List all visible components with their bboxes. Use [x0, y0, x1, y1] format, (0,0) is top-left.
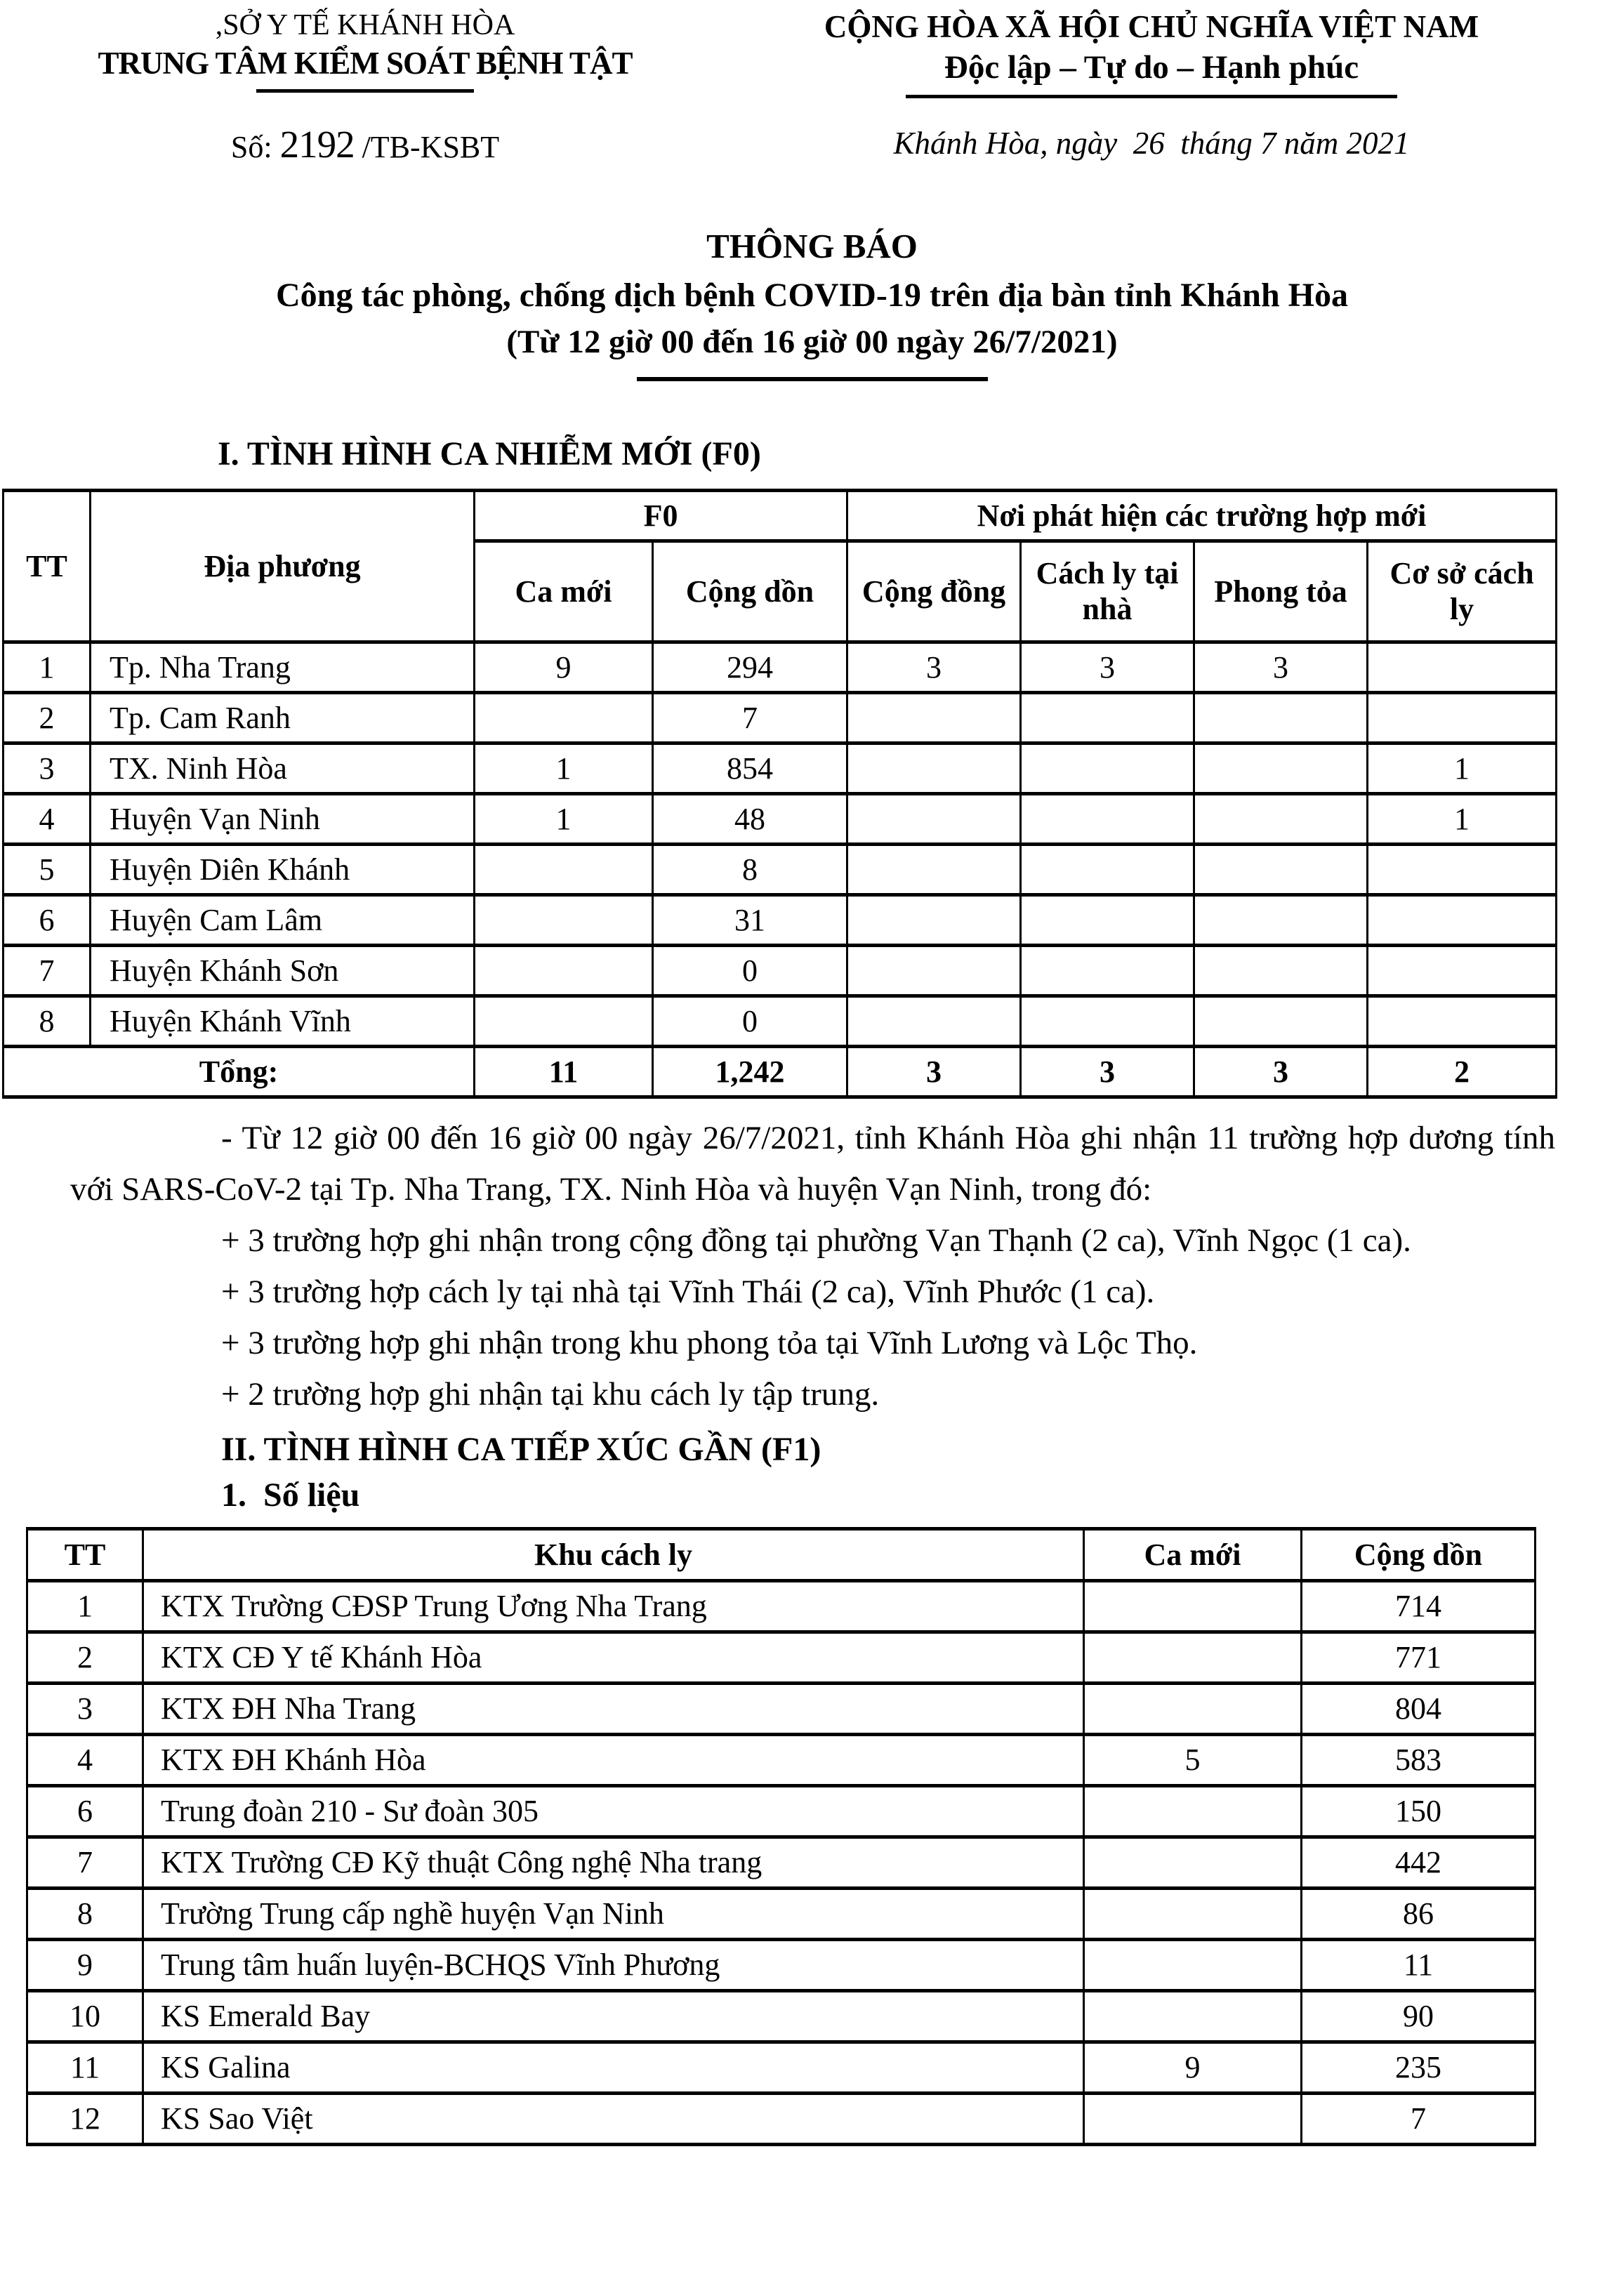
table-row — [27, 1734, 1536, 1785]
table-header-row — [4, 490, 1557, 541]
f0-table-body — [4, 642, 1557, 1046]
table-cell — [475, 894, 653, 945]
national-motto-block — [730, 7, 1573, 166]
table-cell: 235 — [1302, 2042, 1536, 2093]
table-cell — [1084, 2093, 1302, 2144]
table-row — [4, 844, 1557, 894]
document-time-range: (Từ 12 giờ 00 đến 16 giờ 00 ngày 26/7/2021) — [506, 324, 1118, 361]
table-cell — [1368, 894, 1557, 945]
table-cell — [847, 743, 1021, 793]
motto-underline — [906, 95, 1397, 98]
table-row — [27, 2042, 1536, 2093]
table-cell: Tp. Cam Ranh — [91, 692, 475, 743]
table-cell — [1368, 996, 1557, 1046]
table-cell — [475, 996, 653, 1046]
table-cell: 8 — [4, 996, 91, 1046]
table-cell: 6 — [27, 1785, 143, 1837]
table-cell: 7 — [4, 945, 91, 996]
table-cell — [1084, 1888, 1302, 1939]
table-cell: 2 — [4, 692, 91, 743]
table-row — [4, 945, 1557, 996]
column-header-ca-moi: Ca mới — [475, 541, 653, 642]
table-cell — [1084, 1580, 1302, 1632]
column-header-cong-don: Cộng dồn — [1302, 1528, 1536, 1580]
table-cell: 1 — [475, 793, 653, 844]
f1-quarantine-table — [26, 1527, 1536, 2146]
table-cell: Huyện Khánh Sơn — [91, 945, 475, 996]
table-cell: 3 — [1021, 642, 1194, 692]
table-cell: KTX ĐH Khánh Hòa — [143, 1734, 1084, 1785]
table-cell — [475, 844, 653, 894]
table-row — [27, 1990, 1536, 2042]
table-cell: 2 — [27, 1632, 143, 1683]
table-cell: 5 — [4, 844, 91, 894]
table-cell — [847, 945, 1021, 996]
table-cell: KS Galina — [143, 2042, 1084, 2093]
table-cell: 583 — [1302, 1734, 1536, 1785]
table-row — [27, 1939, 1536, 1990]
table-row — [4, 642, 1557, 692]
table-cell — [1368, 844, 1557, 894]
column-header-phong-toa: Phong tỏa — [1194, 541, 1368, 642]
table-cell: 3 — [847, 642, 1021, 692]
table-row — [27, 1888, 1536, 1939]
table-cell: 11 — [1302, 1939, 1536, 1990]
table-cell: 10 — [27, 1990, 143, 2042]
column-header-cach-ly-tai-nha: Cách ly tại nhà — [1021, 541, 1194, 642]
table-row — [27, 1785, 1536, 1837]
table-cell — [1368, 945, 1557, 996]
table-cell: 150 — [1302, 1785, 1536, 1837]
table-cell: 1 — [27, 1580, 143, 1632]
table-cell — [1194, 996, 1368, 1046]
table-cell — [1368, 692, 1557, 743]
total-co-so-cach-ly: 2 — [1368, 1046, 1557, 1097]
table-cell — [1021, 793, 1194, 844]
column-group-noi-phat-hien: Nơi phát hiện các trường hợp mới — [847, 490, 1557, 541]
document-number-suffix: /TB-KSBT — [354, 129, 500, 164]
table-cell: 4 — [27, 1734, 143, 1785]
table-cell: Huyện Vạn Ninh — [91, 793, 475, 844]
total-ca-moi: 11 — [475, 1046, 653, 1097]
table-cell — [847, 844, 1021, 894]
table-cell: 3 — [27, 1683, 143, 1734]
table-cell — [1368, 642, 1557, 692]
table-cell — [1021, 996, 1194, 1046]
f0-cases-table — [2, 489, 1557, 1099]
document-number: 2192 — [279, 122, 355, 166]
table-cell — [1194, 945, 1368, 996]
table-cell: KS Emerald Bay — [143, 1990, 1084, 2042]
table-cell: Huyện Cam Lâm — [91, 894, 475, 945]
table-cell: KTX CĐ Y tế Khánh Hòa — [143, 1632, 1084, 1683]
table-cell — [847, 793, 1021, 844]
table-cell: KS Sao Việt — [143, 2093, 1084, 2144]
table-cell — [847, 996, 1021, 1046]
document-number-line — [0, 122, 730, 166]
body-paragraph: + 3 trường hợp ghi nhận trong cộng đồng tại phường Vạn Thạnh (2 ca), Vĩnh Ngọc (1 ca). — [221, 1222, 1411, 1259]
table-cell: 9 — [27, 1939, 143, 1990]
table-row — [4, 894, 1557, 945]
table-cell: 1 — [1368, 793, 1557, 844]
table-cell: 8 — [653, 844, 847, 894]
section-1-heading: I. TÌNH HÌNH CA NHIỄM MỚI (F0) — [218, 435, 761, 472]
table-cell: 0 — [653, 996, 847, 1046]
national-motto: Độc lập – Tự do – Hạnh phúc — [944, 49, 1359, 86]
table-header-row — [27, 1528, 1536, 1580]
table-cell: Trung tâm huấn luyện-BCHQS Vĩnh Phương — [143, 1939, 1084, 1990]
body-paragraph: - Từ 12 giờ 00 đến 16 giờ 00 ngày 26/7/2021, tỉnh Khánh Hòa ghi nhận 11 trường hợp dương tính với SARS-CoV-2 tại Tp. Nha Trang, TX. Ninh Hòa và huyện Vạn Ninh, trong đó: — [70, 1119, 1555, 1208]
column-header-co-so-cach-ly: Cơ sở cách ly — [1368, 541, 1557, 642]
total-cach-ly-tai-nha: 3 — [1021, 1046, 1194, 1097]
table-cell: 9 — [1084, 2042, 1302, 2093]
table-cell — [475, 692, 653, 743]
table-cell — [1084, 1785, 1302, 1837]
table-cell: 11 — [27, 2042, 143, 2093]
table-cell — [1084, 1990, 1302, 2042]
table-row — [4, 793, 1557, 844]
table-cell — [1084, 1939, 1302, 1990]
table-cell — [1084, 1837, 1302, 1888]
title-underline — [637, 377, 988, 381]
document-title: THÔNG BÁO — [706, 226, 918, 265]
table-row — [4, 743, 1557, 793]
total-label: Tổng: — [4, 1046, 475, 1097]
table-cell: 7 — [653, 692, 847, 743]
table-cell: Tp. Nha Trang — [91, 642, 475, 692]
table-cell: 90 — [1302, 1990, 1536, 2042]
table-cell: 9 — [475, 642, 653, 692]
column-header-dia-phuong: Địa phương — [91, 490, 475, 642]
table-cell: 12 — [27, 2093, 143, 2144]
table-cell: Huyện Diên Khánh — [91, 844, 475, 894]
column-header-tt: TT — [27, 1528, 143, 1580]
table-cell: Huyện Khánh Vĩnh — [91, 996, 475, 1046]
table-cell — [1084, 1683, 1302, 1734]
summary-notes — [70, 1113, 1555, 1420]
table-cell: 48 — [653, 793, 847, 844]
table-cell: 854 — [653, 743, 847, 793]
table-row — [4, 692, 1557, 743]
table-cell: 442 — [1302, 1837, 1536, 1888]
body-paragraph: + 2 trường hợp ghi nhận tại khu cách ly tập trung. — [221, 1375, 880, 1413]
column-header-tt: TT — [4, 490, 91, 642]
table-row — [27, 1837, 1536, 1888]
body-paragraph: + 3 trường hợp cách ly tại nhà tại Vĩnh Thái (2 ca), Vĩnh Phước (1 ca). — [221, 1273, 1155, 1310]
table-cell — [847, 894, 1021, 945]
table-cell: 8 — [27, 1888, 143, 1939]
column-group-f0: F0 — [475, 490, 847, 541]
table-cell: 1 — [475, 743, 653, 793]
table-cell: 31 — [653, 894, 847, 945]
table-cell: KTX Trường CĐ Kỹ thuật Công nghệ Nha trang — [143, 1837, 1084, 1888]
total-cong-don: 1,242 — [653, 1046, 847, 1097]
table-cell — [1194, 793, 1368, 844]
table-cell — [1021, 894, 1194, 945]
issuing-agency-block — [0, 7, 730, 166]
table-cell — [1021, 692, 1194, 743]
agency-parent-name: ,SỞ Y TẾ KHÁNH HÒA — [215, 9, 515, 41]
table-cell: 1 — [4, 642, 91, 692]
column-header-khu-cach-ly: Khu cách ly — [143, 1528, 1084, 1580]
f1-table-header — [27, 1528, 1536, 1580]
table-cell: 0 — [653, 945, 847, 996]
table-cell — [1194, 894, 1368, 945]
agency-name: TRUNG TÂM KIỂM SOÁT BỆNH TẬT — [98, 45, 633, 81]
table-cell: 771 — [1302, 1632, 1536, 1683]
table-row — [27, 1683, 1536, 1734]
table-row — [27, 1632, 1536, 1683]
table-cell: 3 — [1194, 642, 1368, 692]
total-row — [4, 1046, 1557, 1097]
table-cell: 294 — [653, 642, 847, 692]
document-subtitle: Công tác phòng, chống dịch bệnh COVID-19 trên địa bàn tỉnh Khánh Hòa — [275, 276, 1349, 314]
table-cell — [1084, 1632, 1302, 1683]
document-title-block — [0, 221, 1624, 381]
table-cell: 7 — [1302, 2093, 1536, 2144]
table-cell — [847, 692, 1021, 743]
agency-underline — [256, 89, 474, 93]
table-cell: 4 — [4, 793, 91, 844]
table-cell — [1021, 844, 1194, 894]
table-cell: KTX Trường CĐSP Trung Ương Nha Trang — [143, 1580, 1084, 1632]
table-cell — [1194, 692, 1368, 743]
section-2-heading: II. TÌNH HÌNH CA TIẾP XÚC GẦN (F1) — [221, 1430, 821, 1468]
table-cell: Trường Trung cấp nghề huyện Vạn Ninh — [143, 1888, 1084, 1939]
table-cell: Trung đoàn 210 - Sư đoàn 305 — [143, 1785, 1084, 1837]
table-cell — [1021, 743, 1194, 793]
total-cong-dong: 3 — [847, 1046, 1021, 1097]
table-cell: 714 — [1302, 1580, 1536, 1632]
column-header-cong-dong: Cộng đồng — [847, 541, 1021, 642]
table-cell: 6 — [4, 894, 91, 945]
table-row — [4, 996, 1557, 1046]
table-cell: 1 — [1368, 743, 1557, 793]
f0-table-total — [4, 1046, 1557, 1097]
table-cell: 86 — [1302, 1888, 1536, 1939]
table-cell: 7 — [27, 1837, 143, 1888]
table-cell: 5 — [1084, 1734, 1302, 1785]
f0-table-header — [4, 490, 1557, 642]
document-header — [0, 0, 1624, 166]
table-cell — [1194, 743, 1368, 793]
table-cell: KTX ĐH Nha Trang — [143, 1683, 1084, 1734]
table-cell — [1021, 945, 1194, 996]
body-paragraph: + 3 trường hợp ghi nhận trong khu phong tỏa tại Vĩnh Lương và Lộc Thọ. — [221, 1324, 1198, 1361]
table-cell: 804 — [1302, 1683, 1536, 1734]
place-date-line: Khánh Hòa, ngày 26 tháng 7 năm 2021 — [893, 125, 1410, 161]
table-row — [27, 2093, 1536, 2144]
column-header-ca-moi: Ca mới — [1084, 1528, 1302, 1580]
table-cell: 3 — [4, 743, 91, 793]
section-2-subheading: 1. Số liệu — [221, 1476, 360, 1514]
column-header-cong-don: Cộng dồn — [653, 541, 847, 642]
national-title: CỘNG HÒA XÃ HỘI CHỦ NGHĨA VIỆT NAM — [824, 9, 1479, 44]
document-number-label: Số: — [230, 129, 280, 164]
table-cell: TX. Ninh Hòa — [91, 743, 475, 793]
f1-table-body — [27, 1580, 1536, 2144]
table-row — [27, 1580, 1536, 1632]
total-phong-toa: 3 — [1194, 1046, 1368, 1097]
table-cell — [475, 945, 653, 996]
table-cell — [1194, 844, 1368, 894]
